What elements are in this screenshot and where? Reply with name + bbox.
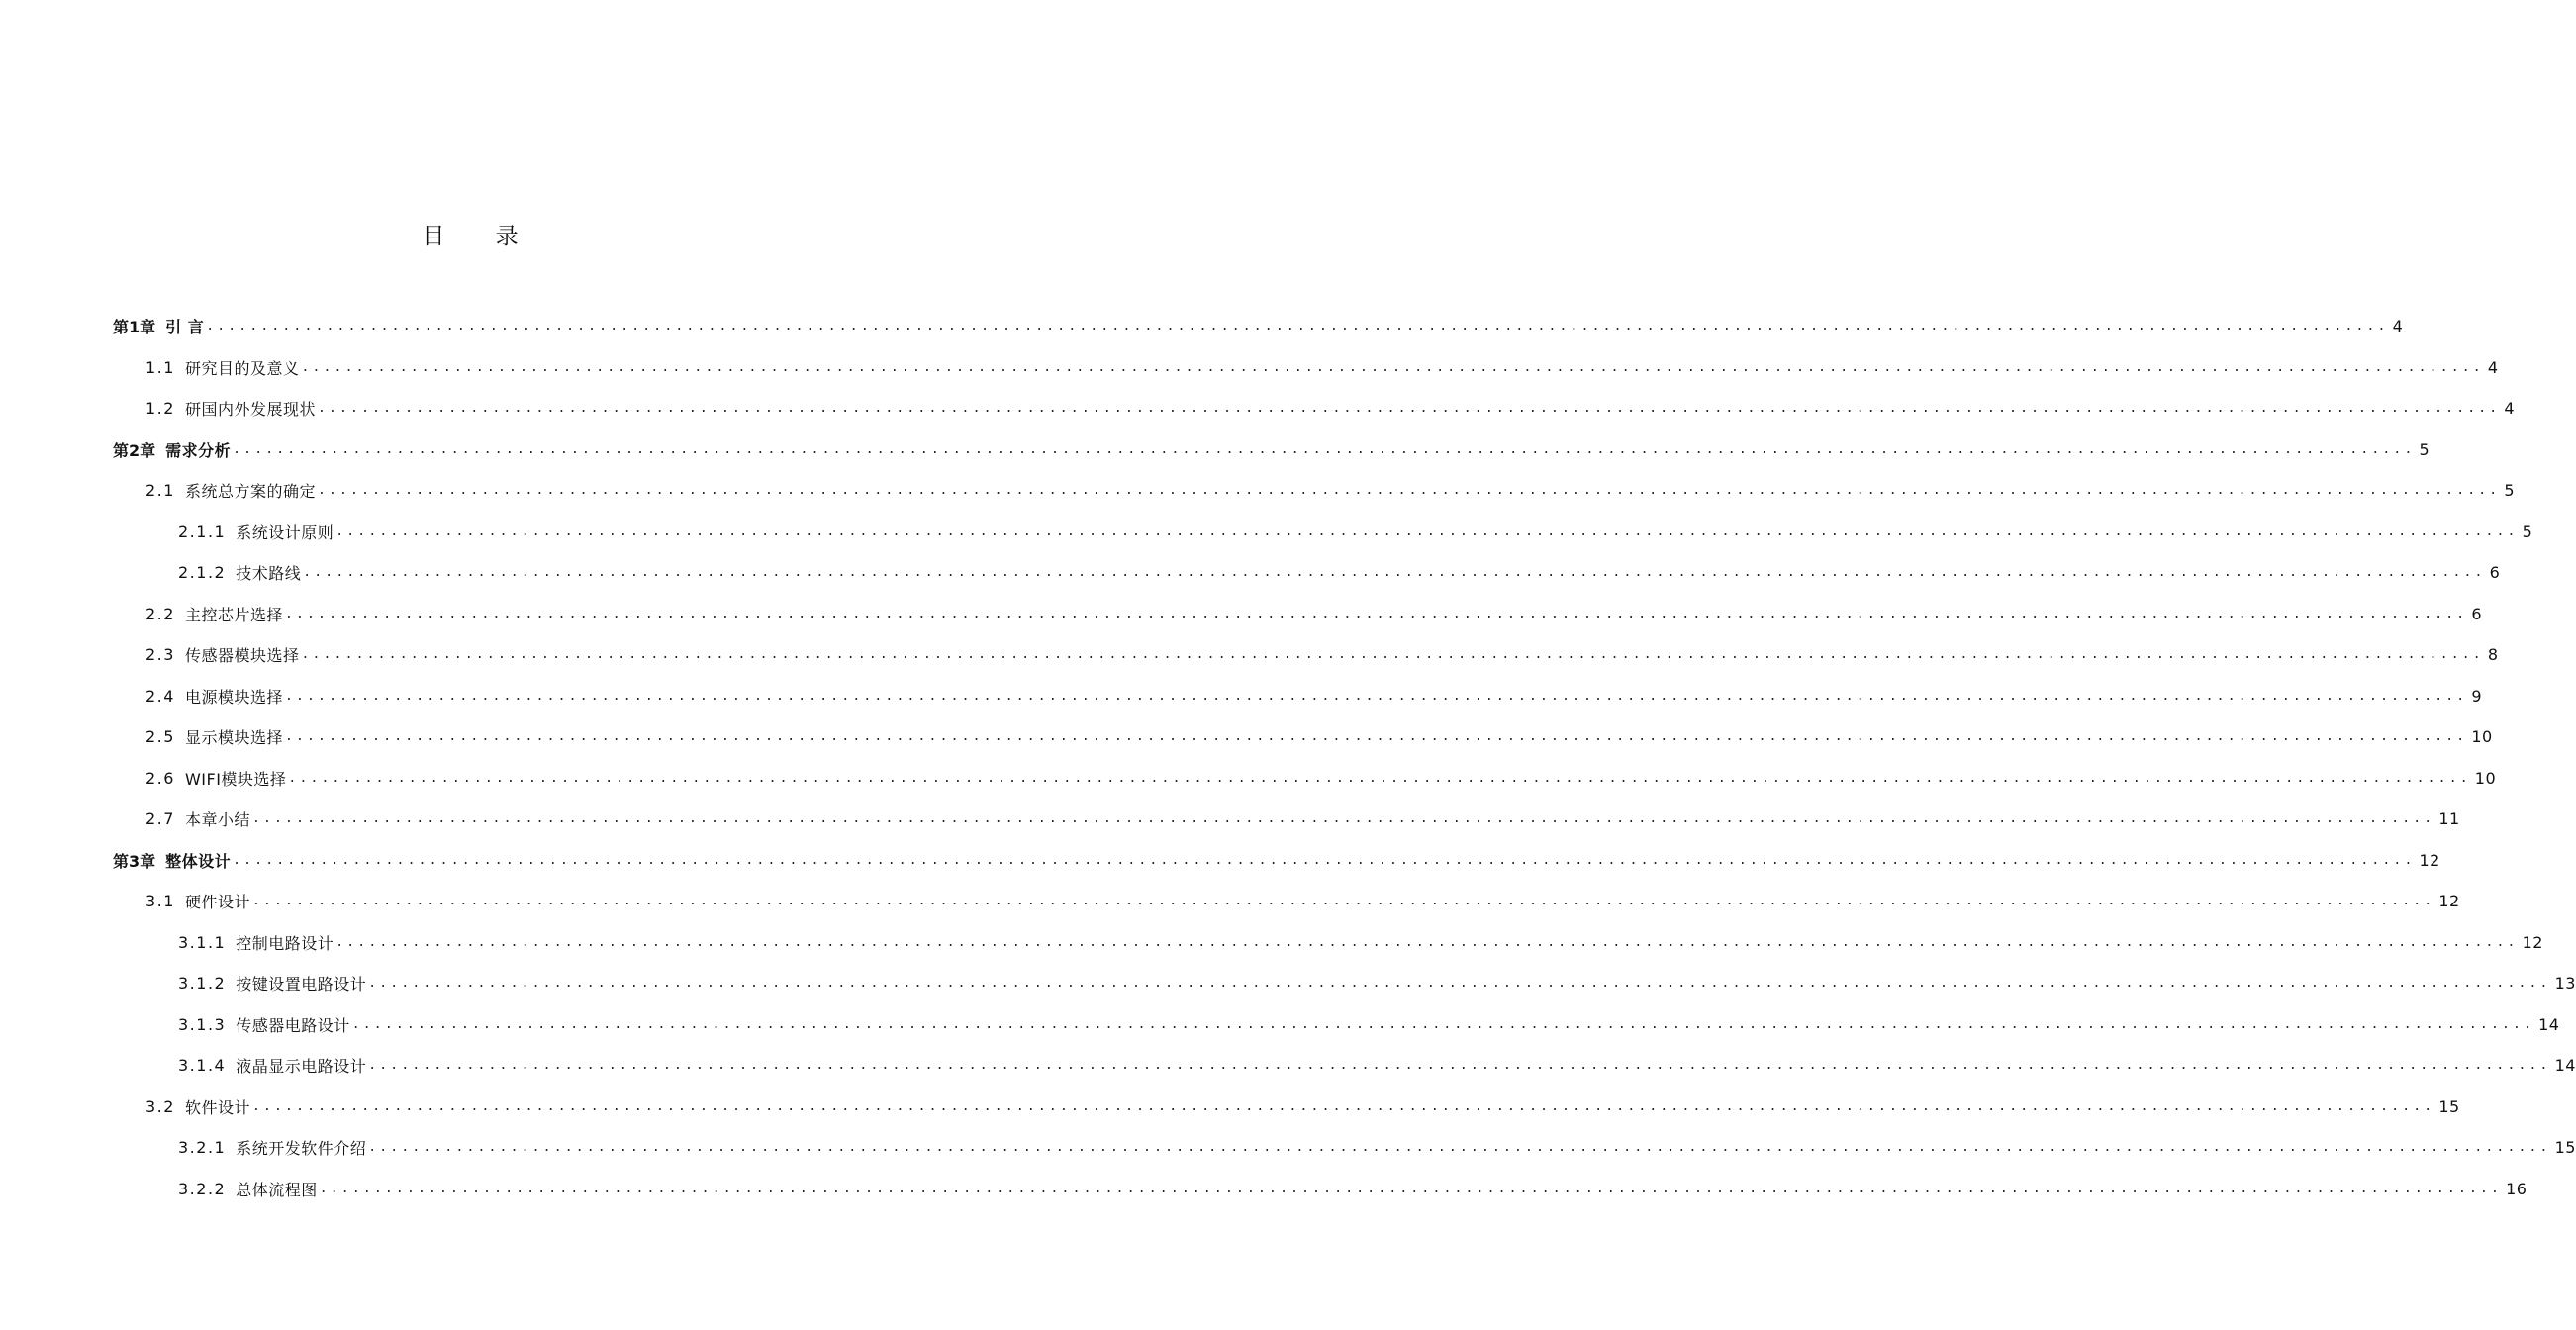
toc-entry-page-number: 10 — [2474, 768, 2497, 788]
toc-entry[interactable] — [145, 716, 2493, 756]
toc-entry-number: 2.2 — [145, 604, 175, 623]
toc-entry-page-number: 12 — [2522, 932, 2543, 952]
toc-entry-page-number: 4 — [2504, 398, 2515, 418]
toc-entry-label: 软件设计 — [184, 1097, 250, 1117]
toc-entry-label: 传感器电路设计 — [236, 1015, 350, 1035]
toc-entry-number: 2.5 — [145, 726, 175, 746]
toc-entry-number: 2.1 — [145, 480, 175, 500]
dot-leader: ........................................................................................................................................................................................................ — [233, 441, 2416, 457]
toc-entry-number: 2.1.2 — [178, 562, 227, 582]
toc-entry-label: 系统设计原则 — [236, 522, 334, 542]
toc-entry-number: 3.1 — [145, 891, 175, 910]
toc-entry-page-number: 14 — [2554, 1055, 2576, 1075]
dot-leader: ........................................................................................................................................................................................................ — [251, 1098, 2435, 1114]
toc-entry-number: 3.2.1 — [178, 1137, 227, 1157]
dot-leader: ........................................................................................................................................................................................................ — [368, 975, 2551, 991]
dot-leader: ........................................................................................................................................................................................................ — [233, 852, 2416, 868]
toc-entry[interactable] — [178, 512, 2533, 551]
dot-leader: ........................................................................................................................................................................................................ — [317, 482, 2501, 498]
toc-entry[interactable] — [145, 634, 2499, 674]
toc-entry-number: 3.2.2 — [178, 1179, 227, 1198]
dot-leader: ........................................................................................................................................................................................................ — [303, 564, 2486, 580]
toc-entry[interactable] — [113, 840, 2440, 880]
toc-entry-number: 第3章 — [113, 851, 156, 871]
toc-entry-label: 系统总方案的确定 — [184, 481, 316, 501]
toc-entry-number: 1.2 — [145, 398, 175, 418]
toc-entry-page-number: 14 — [2538, 1014, 2560, 1034]
dot-leader: ........................................................................................................................................................................................................ — [301, 359, 2484, 375]
dot-leader: ........................................................................................................................................................................................................ — [284, 688, 2468, 704]
toc-entry-number: 2.3 — [145, 644, 175, 664]
toc-entry-number: 2.1.1 — [178, 522, 227, 541]
dot-leader: ........................................................................................................................................................................................................ — [319, 1181, 2503, 1196]
toc-entry-number: 3.2 — [145, 1096, 175, 1116]
toc-entry-page-number: 5 — [2504, 480, 2515, 500]
dot-leader: ........................................................................................................................................................................................................ — [317, 400, 2501, 416]
toc-entry-page-number: 8 — [2487, 644, 2499, 664]
dot-leader: ........................................................................................................................................................................................................ — [251, 810, 2435, 826]
toc-entry[interactable] — [178, 1169, 2528, 1208]
page-title: 目 录 — [422, 224, 540, 250]
toc-entry[interactable] — [178, 1045, 2576, 1085]
toc-entry-label: 系统开发软件介绍 — [236, 1138, 367, 1158]
dot-leader: ........................................................................................................................................................................................................ — [284, 606, 2468, 621]
toc-entry-label: 总体流程图 — [236, 1180, 318, 1199]
toc-entry[interactable] — [145, 388, 2515, 428]
toc-entry[interactable] — [145, 799, 2460, 838]
toc-entry[interactable] — [145, 676, 2482, 715]
toc-entry-number: 2.6 — [145, 768, 175, 788]
toc-entry-number: 第2章 — [113, 440, 156, 460]
toc-entry[interactable] — [178, 922, 2543, 962]
dot-leader: ........................................................................................................................................................................................................ — [368, 1057, 2551, 1073]
toc-entry-number: 2.4 — [145, 686, 175, 706]
toc-entry-label: 技术路线 — [236, 563, 302, 583]
toc-entry-label: 本章小结 — [184, 809, 250, 829]
toc-entry[interactable] — [113, 306, 2404, 345]
toc-entry-label: 整体设计 — [165, 851, 232, 871]
toc-entry-page-number: 5 — [2522, 522, 2533, 541]
toc-entry[interactable] — [178, 552, 2501, 592]
toc-entry-label: 电源模块选择 — [184, 687, 283, 707]
toc-entry-label: 研国内外发展现状 — [184, 399, 316, 419]
toc-entry-page-number: 15 — [2554, 1137, 2576, 1157]
toc-entry-page-number: 12 — [2419, 850, 2440, 870]
toc-entry[interactable] — [145, 881, 2460, 920]
toc-entry-label: 液晶显示电路设计 — [236, 1056, 367, 1076]
toc-entry[interactable] — [145, 470, 2515, 510]
toc-entry[interactable] — [178, 1127, 2576, 1167]
toc-entry-page-number: 15 — [2438, 1096, 2460, 1116]
toc-entry-label: 硬件设计 — [184, 892, 250, 911]
toc-entry[interactable] — [145, 594, 2482, 633]
toc-entry-label: 传感器模块选择 — [184, 645, 300, 665]
toc-entry-number: 3.1.4 — [178, 1055, 227, 1075]
toc-entry-number: 2.7 — [145, 808, 175, 828]
toc-entry[interactable] — [113, 429, 2431, 469]
toc-entry-page-number: 4 — [2392, 316, 2404, 335]
toc-entry-page-number: 9 — [2471, 686, 2482, 706]
toc-entry-label: WIFI模块选择 — [184, 769, 287, 789]
toc-entry[interactable] — [145, 347, 2499, 387]
dot-leader: ........................................................................................................................................................................................................ — [351, 1016, 2535, 1032]
toc-entry-page-number: 12 — [2438, 891, 2460, 910]
dot-leader: ........................................................................................................................................................................................................ — [335, 523, 2519, 539]
toc-entry-number: 3.1.3 — [178, 1014, 227, 1034]
toc-entry-label: 控制电路设计 — [236, 933, 334, 953]
dot-leader: ........................................................................................................................................................................................................ — [368, 1139, 2551, 1155]
dot-leader: ........................................................................................................................................................................................................ — [284, 728, 2468, 744]
toc-entry-number: 3.1.2 — [178, 973, 227, 993]
toc-entry-label: 主控芯片选择 — [184, 605, 283, 624]
dot-leader: ........................................................................................................................................................................................................ — [251, 893, 2435, 908]
toc-entry-page-number: 6 — [2471, 604, 2482, 623]
toc-entry[interactable] — [145, 758, 2497, 798]
toc-entry-number: 第1章 — [113, 317, 156, 336]
toc-entry[interactable] — [178, 963, 2576, 1002]
dot-leader: ........................................................................................................................................................................................................ — [335, 934, 2519, 950]
toc-entry-page-number: 10 — [2471, 726, 2493, 746]
toc-entry-page-number: 11 — [2438, 808, 2460, 828]
toc-entry-page-number: 13 — [2554, 973, 2576, 993]
toc-entry-label: 引 言 — [165, 317, 205, 336]
toc-entry-page-number: 4 — [2487, 357, 2499, 377]
toc-entry-page-number: 5 — [2419, 439, 2431, 459]
toc-entry-number: 3.1.1 — [178, 932, 227, 952]
toc-entry-label: 研究目的及意义 — [184, 358, 300, 378]
dot-leader: ........................................................................................................................................................................................................ — [301, 646, 2484, 662]
toc-entry-label: 需求分析 — [165, 440, 232, 460]
toc-entry-page-number: 6 — [2489, 562, 2501, 582]
toc-entry-number: 1.1 — [145, 357, 175, 377]
dot-leader: ........................................................................................................................................................................................................ — [206, 318, 2389, 333]
toc-entry-label: 按键设置电路设计 — [236, 974, 367, 994]
toc-entry-label: 显示模块选择 — [184, 727, 283, 747]
toc-entry[interactable] — [145, 1087, 2460, 1126]
toc-entry[interactable] — [178, 1004, 2560, 1044]
dot-leader: ........................................................................................................................................................................................................ — [288, 770, 2471, 786]
toc-entry-page-number: 16 — [2506, 1179, 2528, 1198]
